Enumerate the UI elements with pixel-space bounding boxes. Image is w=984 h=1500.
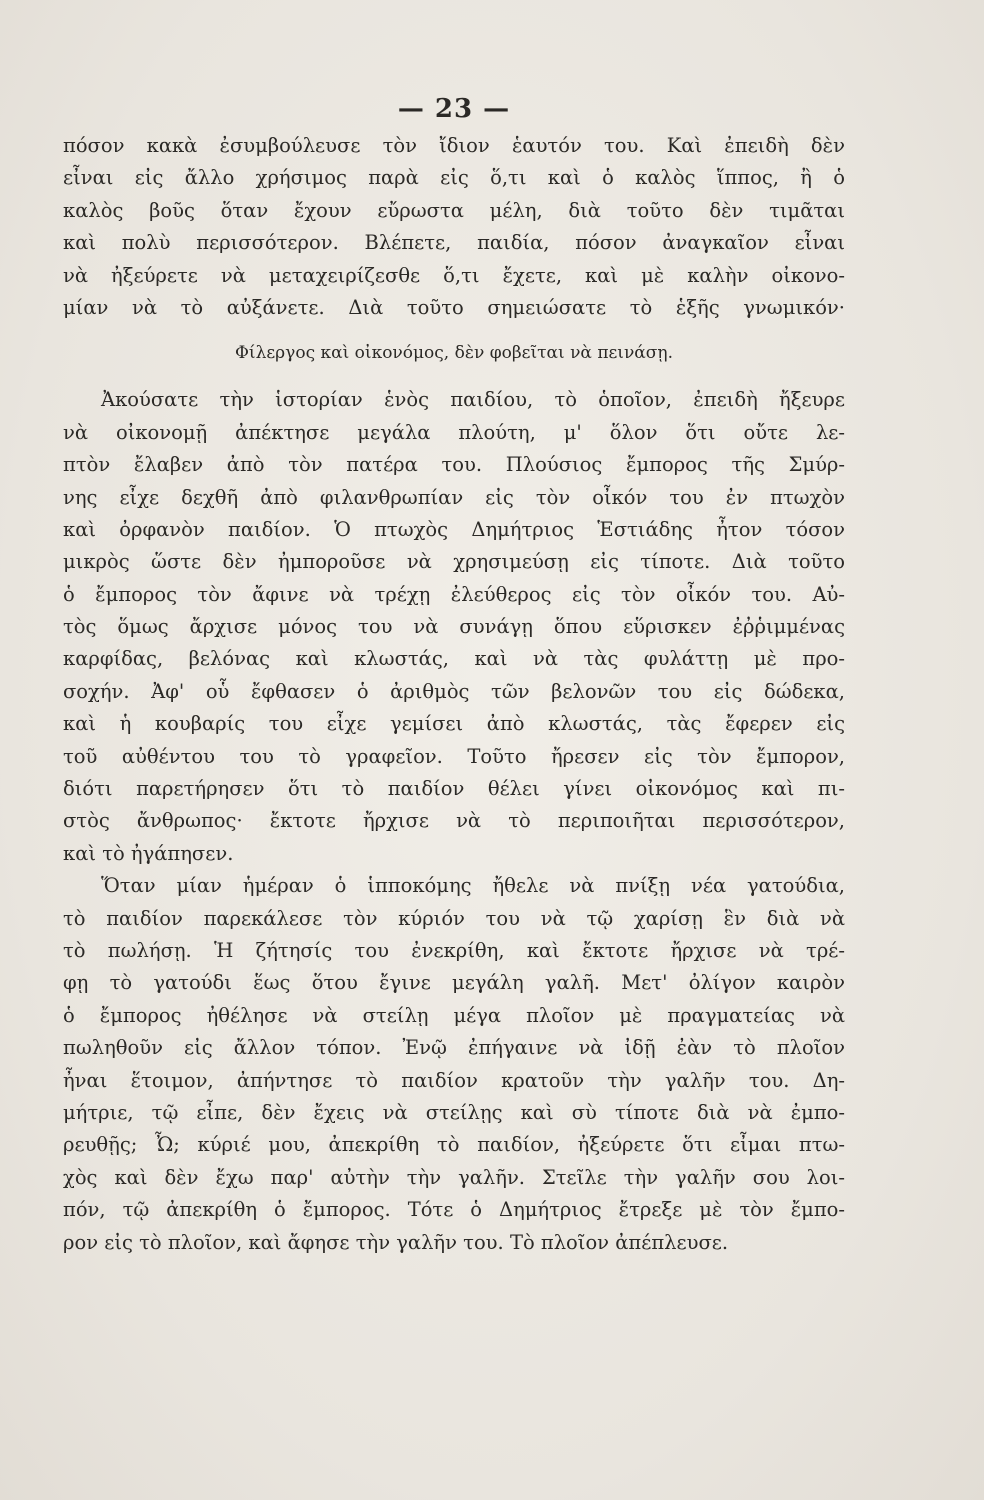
text-line: Ἀκούσατε τὴν ἱστορίαν ἑνὸς παιδίου, τὸ ὁποῖον, ἐπειδὴ ἤξευρε	[101, 388, 845, 412]
text-line: καλὸς βοῦς ὅταν ἔχουν εὔρωστα μέλη, διὰ τοῦτο δὲν τιμᾶται	[63, 198, 845, 222]
page-number: — 23 —	[397, 94, 511, 124]
text-line: τὸ παιδίον παρεκάλεσε τὸν κύριόν του νὰ τῷ χαρίσῃ ἓν διὰ νὰ	[63, 906, 845, 930]
text-line: καὶ τὸ ἠγάπησεν.	[63, 841, 234, 865]
text-line: τοῦ αὐθέντου του τὸ γραφεῖον. Τοῦτο ἤρεσεν εἰς τὸν ἔμπορον,	[63, 744, 845, 768]
text-block-opening	[63, 130, 845, 324]
text-line: διότι παρετήρησεν ὅτι τὸ παιδίον θέλει γίνει οἰκονόμος καὶ πι-	[63, 777, 845, 801]
text-line: μήτριε, τῷ εἶπε, δὲν ἔχεις νὰ στείλῃς καὶ σὺ τίποτε διὰ νὰ ἐμπο-	[63, 1100, 845, 1124]
text-line: καὶ ὀρφανὸν παιδίον. Ὁ πτωχὸς Δημήτριος Ἑστιάδης ἦτον τόσον	[63, 517, 845, 541]
text-line: νης εἶχε δεχθῆ ἀπὸ φιλανθρωπίαν εἰς τὸν οἶκόν του ἐν πτωχὸν	[63, 485, 845, 509]
text-line: ρευθῇς; Ὦ; κύριέ μου, ἀπεκρίθη τὸ παιδίον, ἠξεύρετε ὅτι εἶμαι πτω-	[63, 1133, 845, 1157]
text-line: πόν, τῷ ἀπεκρίθη ὁ ἔμπορος. Τότε ὁ Δημήτριος ἔτρεξε μὲ τὸν ἔμπο-	[63, 1198, 845, 1222]
text-line: νὰ οἰκονομῇ ἀπέκτησε μεγάλα πλούτη, μ' ὅλον ὅτι οὔτε λε-	[63, 420, 845, 444]
paragraph-story-start	[63, 384, 845, 870]
text-line: εἶναι εἰς ἄλλο χρήσιμος παρὰ εἰς ὅ,τι καὶ ὁ καλὸς ἵππος, ἢ ὁ	[63, 166, 845, 190]
text-line: καὶ ἡ κουβαρίς του εἶχε γεμίσει ἀπὸ κλωστάς, τὰς ἔφερεν εἰς	[63, 712, 845, 736]
text-line: ὁ ἔμπορος τὸν ἄφινε νὰ τρέχῃ ἐλεύθερος εἰς τὸν οἶκόν του. Αὐ-	[63, 582, 845, 606]
text-line: πωληθοῦν εἰς ἄλλον τόπον. Ἐνῷ ἐπήγαινε νὰ ἰδῇ ἐὰν τὸ πλοῖον	[63, 1036, 845, 1060]
text-line: καὶ πολὺ περισσότερον. Βλέπετε, παιδία, πόσον ἀναγκαῖον εἶναι	[63, 231, 845, 255]
text-line: ρον εἰς τὸ πλοῖον, καὶ ἄφησε τὴν γαλῆν του. Τὸ πλοῖον ἀπέπλευσε.	[63, 1230, 729, 1254]
text-line: τὸ πωλήσῃ. Ἡ ζήτησίς του ἐνεκρίθη, καὶ ἔκτοτε ἤρχισε νὰ τρέ-	[63, 938, 845, 962]
text-line: πτὸν ἔλαβεν ἀπὸ τὸν πατέρα του. Πλούσιος ἔμπορος τῆς Σμύρ-	[63, 453, 845, 477]
text-line: καρφίδας, βελόνας καὶ κλωστάς, καὶ νὰ τὰς φυλάττῃ μὲ προ-	[63, 647, 845, 671]
text-line: στὸς ἄνθρωπος· ἔκτοτε ἤρχισε νὰ τὸ περιποιῆται περισσότερον,	[63, 809, 845, 833]
text-line: ὁ ἔμπορος ἠθέλησε νὰ στείλῃ μέγα πλοῖον μὲ πραγματείας νὰ	[63, 1003, 845, 1027]
text-line: χὸς καὶ δὲν ἔχω παρ' αὐτὴν τὴν γαλῆν. Στεῖλε τὴν γαλῆν σου λοι-	[63, 1165, 845, 1189]
text-line: πόσον κακὰ ἐσυμβούλευσε τὸν ἴδιον ἑαυτόν του. Καὶ ἐπειδὴ δὲν	[63, 134, 845, 157]
text-line: φῃ τὸ γατούδι ἕως ὅτου ἔγινε μεγάλη γαλῆ. Μετ' ὀλίγον καιρὸν	[63, 971, 845, 995]
paragraph-cat	[63, 870, 845, 1259]
text-line: μίαν νὰ τὸ αὐξάνετε. Διὰ τοῦτο σημειώσατε τὸ ἑξῆς γνωμικόν·	[63, 295, 845, 319]
text-line: τὸς ὅμως ἄρχισε μόνος του νὰ συνάγῃ ὅπου εὕρισκεν ἐῤῥιμμένας	[63, 615, 845, 639]
text-line: νὰ ἠξεύρετε νὰ μεταχειρίζεσθε ὅ,τι ἔχετε, καὶ μὲ καλὴν οἰκονο-	[63, 263, 845, 287]
proverb: Φίλεργος καὶ οἰκονόμος, δὲν φοβεῖται νὰ πεινάσῃ.	[235, 343, 673, 364]
page-text	[63, 92, 845, 1259]
text-line: Ὅταν μίαν ἡμέραν ὁ ἱπποκόμης ἤθελε νὰ πνίξῃ νέα γατούδια,	[101, 874, 845, 898]
text-line: ἦναι ἕτοιμον, ἀπήντησε τὸ παιδίον κρατοῦν τὴν γαλῆν του. Δη-	[63, 1068, 845, 1092]
text-line: μικρὸς ὥστε δὲν ἠμποροῦσε νὰ χρησιμεύσῃ εἰς τίποτε. Διὰ τοῦτο	[63, 550, 845, 574]
text-line: σοχήν. Ἀφ' οὗ ἔφθασεν ὁ ἀριθμὸς τῶν βελονῶν του εἰς δώδεκα,	[63, 679, 845, 703]
